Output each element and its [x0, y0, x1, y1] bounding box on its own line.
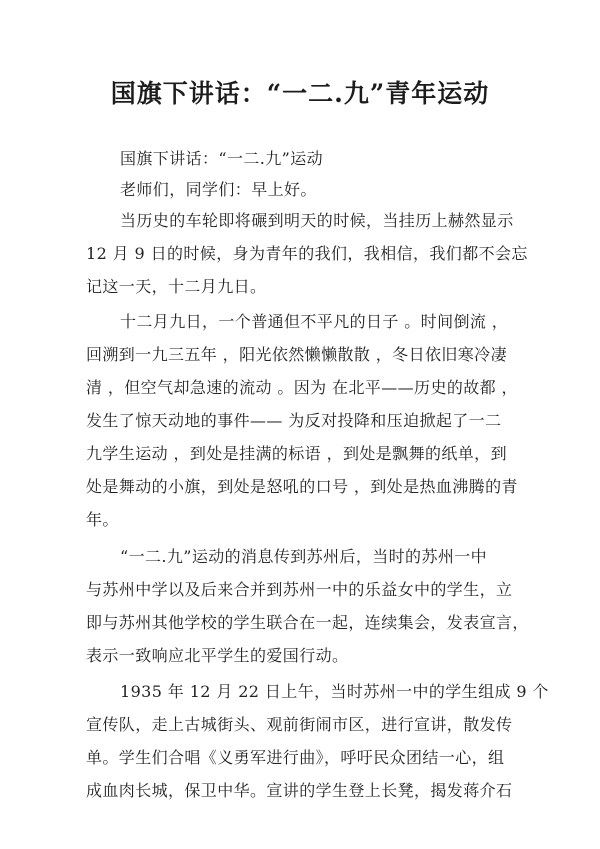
greeting-line: 老师们，同学们：早上好。 — [120, 180, 317, 199]
paragraph-line: 成血肉长城，保卫中华。宣讲的学生登上长凳，揭发蒋介石 — [86, 781, 513, 800]
page-title: 国旗下讲话：“一二.九”青年运动 — [110, 79, 490, 108]
paragraph-line: 记这一天，十二月九日。 — [86, 277, 267, 296]
paragraph-line: 1935 年 12 月 22 日上午，当时苏州一中的学生组成 9 个 — [120, 682, 549, 701]
paragraph-line: “一二.九”运动的消息传到苏州后，当时的苏州一中 — [120, 547, 488, 566]
paragraph-line: 单。学生们合唱《义勇军进行曲》，呼吁民众团结一心，组 — [86, 748, 505, 767]
paragraph-line: 十二月九日，一个普通但不平凡的日子 。时间倒流 ， — [120, 312, 509, 331]
paragraph-line: 当历史的车轮即将碾到明天的时候，当挂历上赫然显示 — [120, 211, 514, 230]
paragraph-line: 宣传队，走上古城街头、观前街闹市区，进行宣讲，散发传 — [86, 715, 513, 734]
paragraph-line: 即与苏州其他学校的学生联合在一起，连续集会，发表宣言， — [86, 613, 529, 632]
paragraph-line: 12 月 9 日的时候，身为青年的我们，我相信，我们都不会忘 — [86, 244, 528, 263]
paragraph-line: 年。 — [86, 510, 119, 529]
paragraph-line: 回溯到一九三五年 ，阳光依然懒懒散散 ，冬日依旧寒冷凄 — [86, 345, 507, 364]
paragraph-line: 发生了惊天动地的事件—— 为反对投降和压迫掀起了一二 — [86, 411, 502, 430]
paragraph-line: 清 ，但空气却急速的流动 。因为 在北平——历史的故都 ， — [86, 378, 518, 397]
paragraph-line: 九学生运动 ，到处是挂满的标语 ，到处是飘舞的纸单，到 — [86, 444, 507, 463]
paragraph-line: 与苏州中学以及后来合并到苏州一中的乐益女中的学生，立 — [86, 580, 513, 599]
paragraph-line: 处是舞动的小旗，到处是怒吼的口号 ，到处是热血沸腾的青 — [86, 477, 518, 496]
subtitle-line: 国旗下讲话：“一二.九”运动 — [120, 149, 324, 168]
paragraph-line: 表示一致响应北平学生的爱国行动。 — [86, 646, 349, 665]
